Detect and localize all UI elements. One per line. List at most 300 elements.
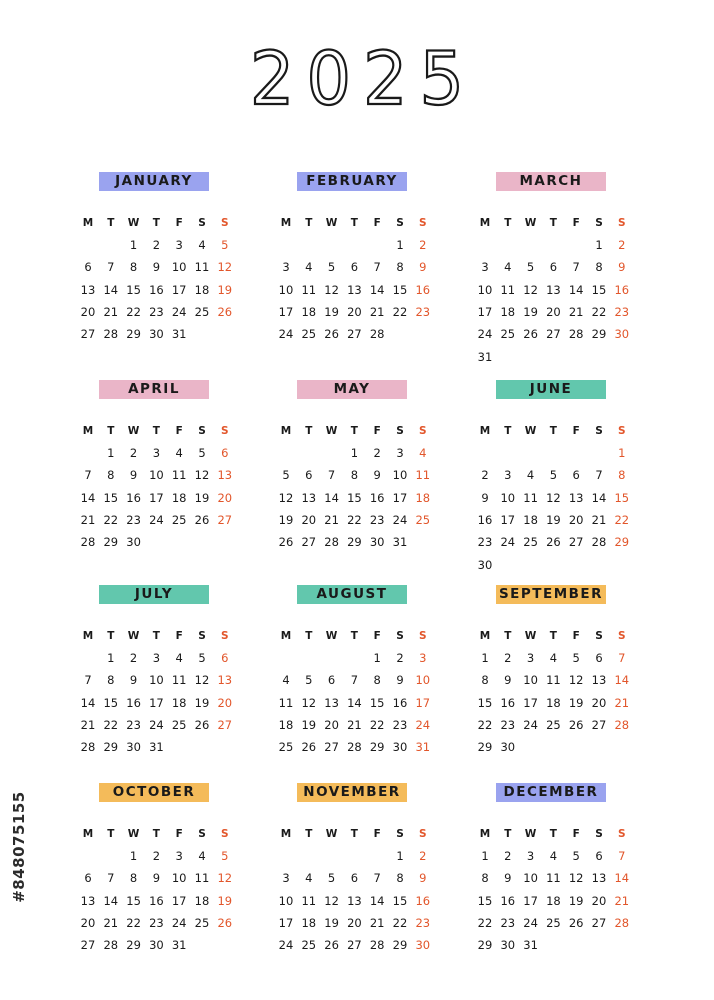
day-cell: 19	[194, 490, 210, 505]
day-cell: 13	[324, 695, 339, 710]
weekday-label: F	[373, 630, 381, 642]
weekday-label: T	[107, 425, 115, 437]
day-cell: 11	[415, 468, 431, 483]
day-cell: 10	[278, 893, 294, 908]
day-cell: 18	[301, 915, 317, 930]
day-cell: 30	[149, 327, 164, 342]
month-october	[79, 783, 239, 963]
month-november	[277, 783, 437, 963]
day-cell: 17	[500, 512, 516, 527]
day-cell: 20	[80, 304, 96, 319]
day-cell: 7	[595, 468, 603, 483]
day-cell: 15	[126, 282, 141, 297]
day-cell: 10	[149, 673, 164, 688]
day-cell: 23	[126, 717, 141, 732]
day-cell: 25	[546, 717, 561, 732]
day-cell: 22	[103, 512, 119, 527]
day-cell: 16	[126, 695, 141, 710]
weekday-label: F	[175, 425, 183, 437]
day-cell: 15	[126, 893, 141, 908]
day-cell: 13	[80, 282, 96, 297]
day-cell: 22	[126, 915, 141, 930]
month-name: OCTOBER	[99, 783, 209, 802]
day-cell: 28	[591, 535, 607, 550]
weekday-label: S	[419, 217, 427, 229]
day-cell: 13	[568, 490, 584, 505]
day-cell: 1	[618, 446, 626, 460]
weekday-label: T	[107, 630, 115, 642]
day-cell: 25	[171, 717, 187, 732]
weekday-label: S	[618, 425, 626, 437]
day-cell: 18	[546, 893, 561, 908]
day-cell: 30	[477, 557, 493, 572]
day-cell: 17	[171, 893, 187, 908]
weekday-label: T	[305, 425, 313, 437]
day-cell: 2	[152, 849, 161, 863]
weekday-label: M	[82, 630, 94, 642]
day-cell: 1	[107, 446, 115, 460]
day-cell: 26	[546, 535, 561, 550]
day-cell: 5	[549, 468, 558, 483]
day-cell: 23	[369, 512, 385, 527]
day-cell: 22	[369, 717, 385, 732]
day-cell: 24	[477, 327, 493, 342]
day-cell: 16	[149, 282, 164, 297]
weekday-label: T	[549, 630, 557, 642]
day-cell: 10	[392, 468, 408, 483]
day-cell: 6	[221, 446, 229, 460]
day-cell: 7	[618, 651, 626, 665]
day-cell: 16	[500, 893, 516, 908]
weekday-label: T	[305, 828, 313, 840]
month-name: SEPTEMBER	[496, 585, 606, 604]
weekday-label: F	[572, 217, 580, 229]
month-name: AUGUST	[297, 585, 407, 604]
day-cell: 18	[171, 695, 187, 710]
day-cell: 2	[504, 651, 512, 665]
day-cell: 17	[415, 695, 431, 710]
day-cell: 6	[350, 871, 359, 886]
day-cell: 12	[217, 260, 233, 275]
weekday-label: T	[152, 217, 160, 229]
weekday-label: T	[504, 425, 512, 437]
day-cell: 31	[477, 349, 493, 364]
day-cell: 29	[369, 740, 385, 755]
day-cell: 10	[278, 282, 294, 297]
month-september	[476, 585, 636, 765]
day-cell: 29	[477, 740, 493, 755]
day-cell: 4	[175, 446, 183, 460]
day-cell: 28	[369, 327, 385, 342]
day-cell: 31	[149, 740, 164, 755]
day-cell: 25	[194, 304, 210, 319]
day-cell: 1	[396, 238, 404, 252]
weekday-label: W	[524, 630, 537, 642]
day-cell: 11	[278, 695, 294, 710]
day-cell: 2	[504, 849, 512, 863]
day-cell: 1	[373, 651, 381, 665]
day-cell: 12	[217, 871, 233, 886]
day-cell: 21	[591, 512, 607, 527]
day-cell: 6	[549, 260, 558, 275]
day-cell: 26	[194, 512, 210, 527]
day-cell: 14	[614, 871, 630, 886]
weekday-label: S	[419, 630, 427, 642]
day-cell: 6	[350, 260, 359, 275]
day-cell: 2	[152, 238, 161, 252]
day-cell: 27	[347, 327, 362, 342]
day-cell: 13	[591, 871, 607, 886]
day-cell: 10	[477, 282, 493, 297]
day-cell: 23	[415, 915, 431, 930]
day-cell: 8	[129, 871, 138, 886]
weekday-label: T	[350, 828, 358, 840]
day-cell: 25	[500, 327, 516, 342]
day-cell: 9	[419, 871, 427, 886]
day-cell: 17	[278, 915, 294, 930]
day-cell: 29	[347, 535, 362, 550]
day-cell: 8	[396, 871, 404, 886]
day-cell: 14	[369, 282, 385, 297]
day-cell: 2	[618, 238, 626, 252]
weekday-label: T	[504, 828, 512, 840]
weekday-label: F	[373, 828, 381, 840]
day-cell: 26	[324, 327, 339, 342]
weekday-label: F	[373, 217, 381, 229]
day-cell: 25	[301, 327, 317, 342]
day-cell: 13	[347, 282, 362, 297]
day-cell: 9	[419, 260, 427, 275]
day-cell: 28	[568, 327, 584, 342]
day-cell: 11	[523, 490, 538, 505]
day-cell: 28	[103, 938, 119, 953]
day-cell: 10	[523, 871, 538, 886]
day-cell: 7	[373, 260, 381, 275]
day-cell: 29	[392, 938, 408, 953]
day-cell: 17	[477, 304, 493, 319]
day-cell: 4	[549, 849, 558, 863]
day-cell: 23	[392, 717, 408, 732]
day-cell: 23	[149, 304, 164, 319]
weekday-label: F	[175, 630, 183, 642]
day-cell: 28	[347, 740, 362, 755]
day-cell: 29	[126, 327, 141, 342]
day-cell: 20	[591, 893, 607, 908]
day-cell: 8	[618, 468, 626, 483]
weekday-label: S	[618, 217, 626, 229]
day-cell: 30	[415, 938, 431, 953]
weekday-label: M	[479, 425, 491, 437]
day-cell: 17	[149, 695, 164, 710]
day-cell: 5	[221, 849, 229, 863]
day-cell: 9	[396, 673, 404, 688]
weekday-label: T	[549, 217, 557, 229]
day-cell: 23	[500, 915, 516, 930]
day-cell: 1	[129, 238, 138, 252]
day-cell: 23	[149, 915, 164, 930]
day-cell: 1	[396, 849, 404, 863]
stock-id-text: #848075155	[10, 791, 28, 903]
day-cell: 20	[217, 695, 233, 710]
day-cell: 13	[546, 282, 561, 297]
day-cell: 14	[80, 695, 96, 710]
weekday-label: M	[479, 630, 491, 642]
day-cell: 28	[103, 327, 119, 342]
day-cell: 18	[546, 695, 561, 710]
day-cell: 24	[171, 915, 187, 930]
day-cell: 22	[614, 512, 630, 527]
month-name: NOVEMBER	[297, 783, 407, 802]
day-cell: 30	[126, 535, 141, 550]
day-cell: 11	[194, 260, 210, 275]
weekday-label: S	[198, 828, 206, 840]
weekday-label: F	[373, 425, 381, 437]
year-title	[0, 35, 714, 123]
day-cell: 11	[194, 871, 210, 886]
day-cell: 14	[324, 490, 339, 505]
month-january	[79, 172, 239, 352]
weekday-label: W	[524, 425, 537, 437]
day-cell: 10	[415, 673, 431, 688]
day-cell: 19	[568, 695, 584, 710]
day-cell: 24	[278, 938, 294, 953]
weekday-label: S	[595, 828, 603, 840]
day-cell: 22	[347, 512, 362, 527]
day-cell: 12	[278, 490, 294, 505]
day-cell: 5	[305, 673, 313, 688]
weekday-label: F	[572, 828, 580, 840]
day-cell: 5	[327, 260, 336, 275]
day-cell: 25	[415, 512, 431, 527]
weekday-label: T	[152, 425, 160, 437]
weekday-label: S	[419, 425, 427, 437]
month-name: JULY	[99, 585, 209, 604]
day-cell: 3	[526, 651, 535, 665]
day-cell: 4	[526, 468, 535, 483]
day-cell: 27	[324, 740, 339, 755]
day-cell: 29	[103, 740, 119, 755]
day-cell: 7	[618, 849, 626, 863]
day-cell: 3	[481, 260, 489, 275]
day-cell: 17	[278, 304, 294, 319]
day-cell: 2	[129, 651, 138, 665]
weekday-label: T	[107, 217, 115, 229]
day-cell: 5	[327, 871, 336, 886]
day-cell: 21	[369, 915, 385, 930]
day-cell: 29	[591, 327, 607, 342]
day-cell: 17	[392, 490, 408, 505]
day-cell: 9	[129, 673, 138, 688]
day-cell: 11	[301, 893, 317, 908]
day-cell: 21	[103, 304, 119, 319]
day-cell: 2	[396, 651, 404, 665]
day-cell: 25	[171, 512, 187, 527]
day-cell: 18	[194, 282, 210, 297]
weekday-label: W	[127, 630, 140, 642]
day-cell: 30	[149, 938, 164, 953]
month-name: DECEMBER	[496, 783, 606, 802]
day-cell: 1	[481, 651, 489, 665]
month-march	[476, 172, 636, 364]
day-cell: 23	[477, 535, 493, 550]
day-cell: 16	[392, 695, 408, 710]
weekday-label: S	[419, 828, 427, 840]
day-cell: 3	[282, 871, 290, 886]
day-cell: 4	[549, 651, 558, 665]
day-cell: 23	[126, 512, 141, 527]
day-cell: 5	[198, 446, 206, 460]
day-cell: 3	[396, 446, 404, 460]
day-cell: 28	[80, 740, 96, 755]
day-cell: 12	[301, 695, 317, 710]
day-cell: 9	[129, 468, 138, 483]
day-cell: 27	[80, 327, 96, 342]
day-cell: 13	[301, 490, 317, 505]
day-cell: 9	[618, 260, 626, 275]
day-cell: 4	[198, 849, 206, 863]
day-cell: 20	[217, 490, 233, 505]
weekday-label: T	[152, 828, 160, 840]
day-cell: 13	[217, 468, 233, 483]
day-cell: 24	[500, 535, 516, 550]
day-cell: 8	[107, 468, 115, 483]
day-cell: 31	[171, 938, 187, 953]
day-cell: 15	[103, 490, 119, 505]
day-cell: 21	[347, 717, 362, 732]
day-cell: 24	[415, 717, 431, 732]
day-cell: 8	[481, 871, 489, 886]
day-cell: 6	[572, 468, 580, 483]
month-name: MARCH	[496, 172, 606, 191]
weekday-label: S	[198, 425, 206, 437]
day-cell: 10	[171, 260, 187, 275]
day-cell: 7	[84, 673, 92, 688]
day-cell: 29	[477, 938, 493, 953]
day-cell: 2	[373, 446, 381, 460]
day-cell: 2	[419, 238, 427, 252]
day-cell: 13	[591, 673, 607, 688]
day-cell: 20	[347, 915, 362, 930]
day-cell: 25	[278, 740, 294, 755]
weekday-label: T	[107, 828, 115, 840]
day-cell: 3	[175, 849, 183, 863]
day-cell: 3	[152, 651, 161, 665]
weekday-label: S	[595, 425, 603, 437]
day-cell: 19	[217, 282, 233, 297]
day-cell: 26	[301, 740, 317, 755]
day-cell: 21	[614, 893, 630, 908]
month-june	[476, 380, 636, 572]
day-cell: 20	[568, 512, 584, 527]
day-cell: 16	[415, 893, 431, 908]
day-cell: 26	[194, 717, 210, 732]
day-cell: 25	[194, 915, 210, 930]
day-cell: 8	[129, 260, 138, 275]
day-cell: 27	[217, 512, 233, 527]
day-cell: 17	[523, 893, 538, 908]
day-cell: 11	[171, 468, 187, 483]
day-cell: 14	[369, 893, 385, 908]
day-cell: 11	[546, 673, 561, 688]
day-cell: 3	[175, 238, 183, 252]
day-cell: 6	[305, 468, 313, 483]
day-cell: 2	[481, 468, 489, 483]
day-cell: 29	[126, 938, 141, 953]
day-cell: 21	[614, 695, 630, 710]
day-cell: 24	[149, 512, 164, 527]
month-name: FEBRUARY	[297, 172, 407, 191]
day-cell: 20	[591, 695, 607, 710]
day-cell: 18	[301, 304, 317, 319]
day-cell: 11	[301, 282, 317, 297]
month-name: MAY	[297, 380, 407, 399]
day-cell: 21	[324, 512, 339, 527]
weekday-label: S	[221, 828, 229, 840]
day-cell: 5	[526, 260, 535, 275]
weekday-label: S	[396, 630, 404, 642]
day-cell: 30	[126, 740, 141, 755]
day-cell: 7	[373, 871, 381, 886]
month-name: APRIL	[99, 380, 209, 399]
day-cell: 5	[198, 651, 206, 665]
day-cell: 15	[477, 695, 493, 710]
day-cell: 1	[481, 849, 489, 863]
day-cell: 7	[107, 260, 115, 275]
day-cell: 8	[373, 673, 381, 688]
day-cell: 17	[171, 282, 187, 297]
day-cell: 20	[324, 717, 339, 732]
day-cell: 15	[591, 282, 607, 297]
day-cell: 15	[392, 893, 408, 908]
day-cell: 17	[149, 490, 164, 505]
day-cell: 28	[80, 535, 96, 550]
day-cell: 26	[568, 717, 584, 732]
day-cell: 22	[392, 304, 408, 319]
day-cell: 24	[392, 512, 408, 527]
day-cell: 16	[477, 512, 493, 527]
day-cell: 10	[523, 673, 538, 688]
day-cell: 9	[504, 871, 512, 886]
day-cell: 19	[301, 717, 317, 732]
day-cell: 20	[301, 512, 317, 527]
day-cell: 19	[568, 893, 584, 908]
day-cell: 15	[369, 695, 385, 710]
day-cell: 8	[595, 260, 603, 275]
day-cell: 6	[595, 651, 603, 665]
weekday-label: S	[198, 217, 206, 229]
weekday-label: F	[572, 425, 580, 437]
weekday-label: T	[152, 630, 160, 642]
day-cell: 16	[369, 490, 385, 505]
weekday-label: W	[127, 217, 140, 229]
weekday-label: T	[504, 630, 512, 642]
day-cell: 22	[591, 304, 607, 319]
weekday-label: M	[82, 828, 94, 840]
day-cell: 9	[373, 468, 381, 483]
weekday-label: M	[82, 425, 94, 437]
weekday-label: S	[595, 630, 603, 642]
day-cell: 14	[80, 490, 96, 505]
day-cell: 7	[107, 871, 115, 886]
day-cell: 24	[523, 717, 538, 732]
day-cell: 7	[350, 673, 359, 688]
day-cell: 19	[324, 304, 339, 319]
day-cell: 29	[103, 535, 119, 550]
day-cell: 9	[504, 673, 512, 688]
weekday-label: F	[572, 630, 580, 642]
day-cell: 3	[504, 468, 512, 483]
weekday-label: M	[280, 425, 292, 437]
